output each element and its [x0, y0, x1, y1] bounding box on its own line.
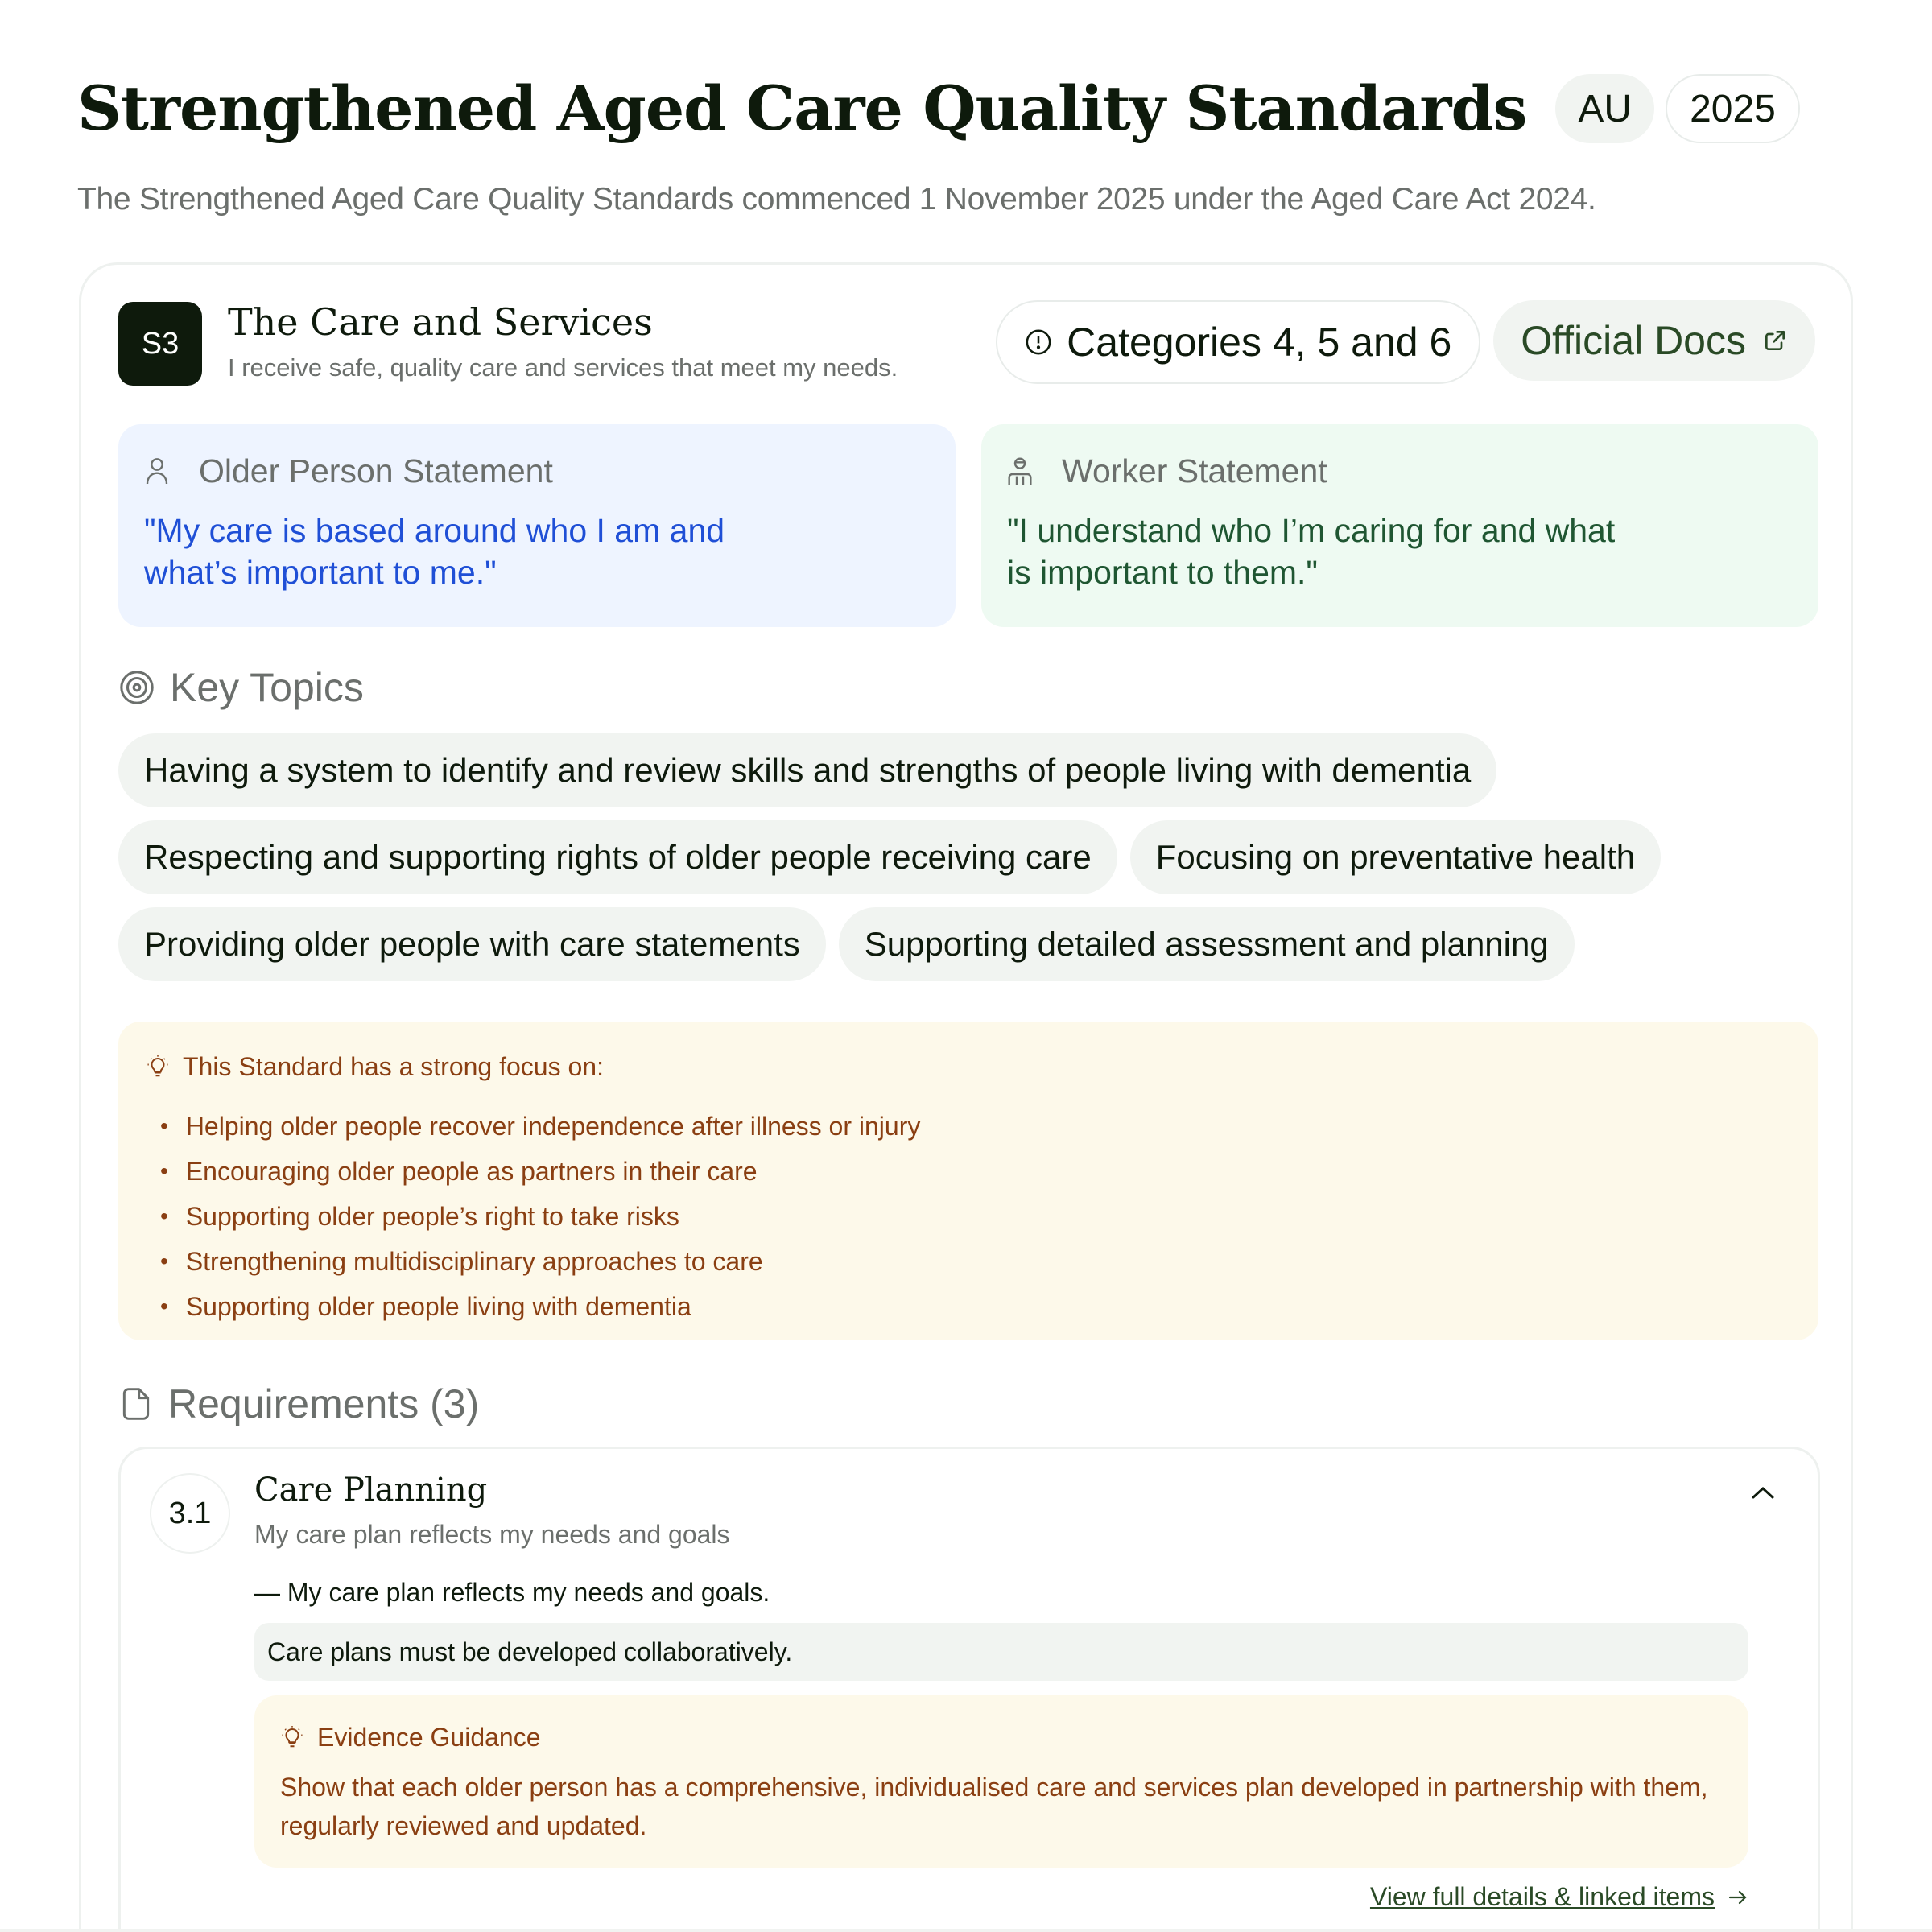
focus-item: • Supporting older people’s right to take risks	[146, 1194, 1791, 1239]
view-full-details-link[interactable]	[1370, 1882, 1748, 1912]
categories-label: Categories 4, 5 and 6	[1067, 320, 1452, 365]
chevron-up-icon	[1750, 1484, 1776, 1501]
key-topics-list	[118, 733, 1825, 981]
official-docs-button[interactable]	[1493, 300, 1815, 381]
requirements-title: Requirements (3)	[168, 1381, 480, 1426]
official-docs-label: Official Docs	[1521, 318, 1746, 363]
focus-title	[146, 1049, 1791, 1084]
page-subtitle: The Strengthened Aged Care Quality Standards commenced 1 November 2025 under the Aged Care Act 2024.	[77, 182, 1596, 217]
info-circle-icon	[1025, 328, 1052, 356]
topic-pill[interactable]: Focusing on preventative health	[1130, 820, 1661, 894]
statement-label-text: Worker Statement	[1062, 452, 1327, 489]
focus-callout	[118, 1022, 1818, 1340]
topic-pill[interactable]: Respecting and supporting rights of older people receiving care	[118, 820, 1117, 894]
focus-item: • Supporting older people living with dementia	[146, 1284, 1791, 1329]
page-title: Strengthened Aged Care Quality Standards	[77, 72, 1527, 144]
arrow-right-icon	[1728, 1889, 1748, 1906]
worker-quote: "I understand who I’m caring for and what is important to them."	[1007, 512, 1616, 591]
collapse-toggle[interactable]	[1750, 1484, 1776, 1505]
standard-code-badge: S3	[118, 302, 202, 386]
worker-statement-label	[1007, 448, 1793, 493]
key-topics-heading	[118, 664, 364, 711]
topic-pill[interactable]: Having a system to identify and review skills and strengths of people living with dementia	[118, 733, 1496, 807]
older-person-quote: "My care is based around who I am and what’s important to me."	[144, 512, 725, 591]
evidence-title-text: Evidence Guidance	[317, 1722, 541, 1752]
file-icon	[118, 1385, 154, 1422]
topic-pill[interactable]: Providing older people with care statements	[118, 907, 826, 981]
standard-card	[79, 262, 1853, 1932]
evidence-guidance	[254, 1695, 1748, 1868]
requirements-heading	[118, 1381, 479, 1427]
focus-item: • Strengthening multidisciplinary approaches to care	[146, 1239, 1791, 1284]
user-icon	[144, 456, 170, 485]
requirement-subtitle: My care plan reflects my needs and goals	[254, 1520, 730, 1549]
topic-pill[interactable]: Supporting detailed assessment and planning	[839, 907, 1575, 981]
country-badge: AU	[1555, 74, 1654, 143]
statement-label-text: Older Person Statement	[199, 452, 553, 489]
evidence-body: Show that each older person has a comprehensive, individualised care and services plan developed in partnership with them, regularly reviewed and updated.	[280, 1773, 1708, 1840]
standard-header	[118, 300, 1815, 389]
external-link-icon	[1762, 328, 1788, 353]
requirement-statement: — My care plan reflects my needs and goals.	[254, 1578, 770, 1607]
lightbulb-icon	[280, 1725, 304, 1749]
standard-actions	[996, 300, 1815, 384]
categories-pill[interactable]	[996, 300, 1480, 384]
focus-title-text: This Standard has a strong focus on:	[183, 1051, 604, 1081]
worker-icon	[1007, 456, 1033, 486]
standard-description: I receive safe, quality care and services that meet my needs.	[228, 353, 898, 382]
year-badge: 2025	[1666, 74, 1800, 143]
scroll-edge	[0, 1929, 1932, 1932]
requirement-number: 3.1	[150, 1473, 230, 1554]
requirement-title: Care Planning	[254, 1472, 488, 1509]
worker-statement	[981, 424, 1818, 627]
older-person-statement-label	[144, 448, 930, 493]
requirement-note: Care plans must be developed collaboratively.	[254, 1623, 1748, 1681]
target-icon	[118, 669, 155, 706]
link-label: View full details & linked items	[1369, 1882, 1715, 1911]
requirement-card	[118, 1447, 1820, 1932]
focus-item: • Encouraging older people as partners in their care	[146, 1149, 1791, 1194]
standard-title: The Care and Services	[228, 300, 653, 344]
key-topics-title: Key Topics	[170, 665, 364, 710]
focus-item: • Helping older people recover independence after illness or injury	[146, 1104, 1791, 1149]
lightbulb-icon	[146, 1055, 170, 1079]
older-person-statement	[118, 424, 956, 627]
page-header	[77, 74, 1800, 143]
focus-list	[146, 1104, 1791, 1329]
evidence-title	[280, 1719, 1723, 1755]
